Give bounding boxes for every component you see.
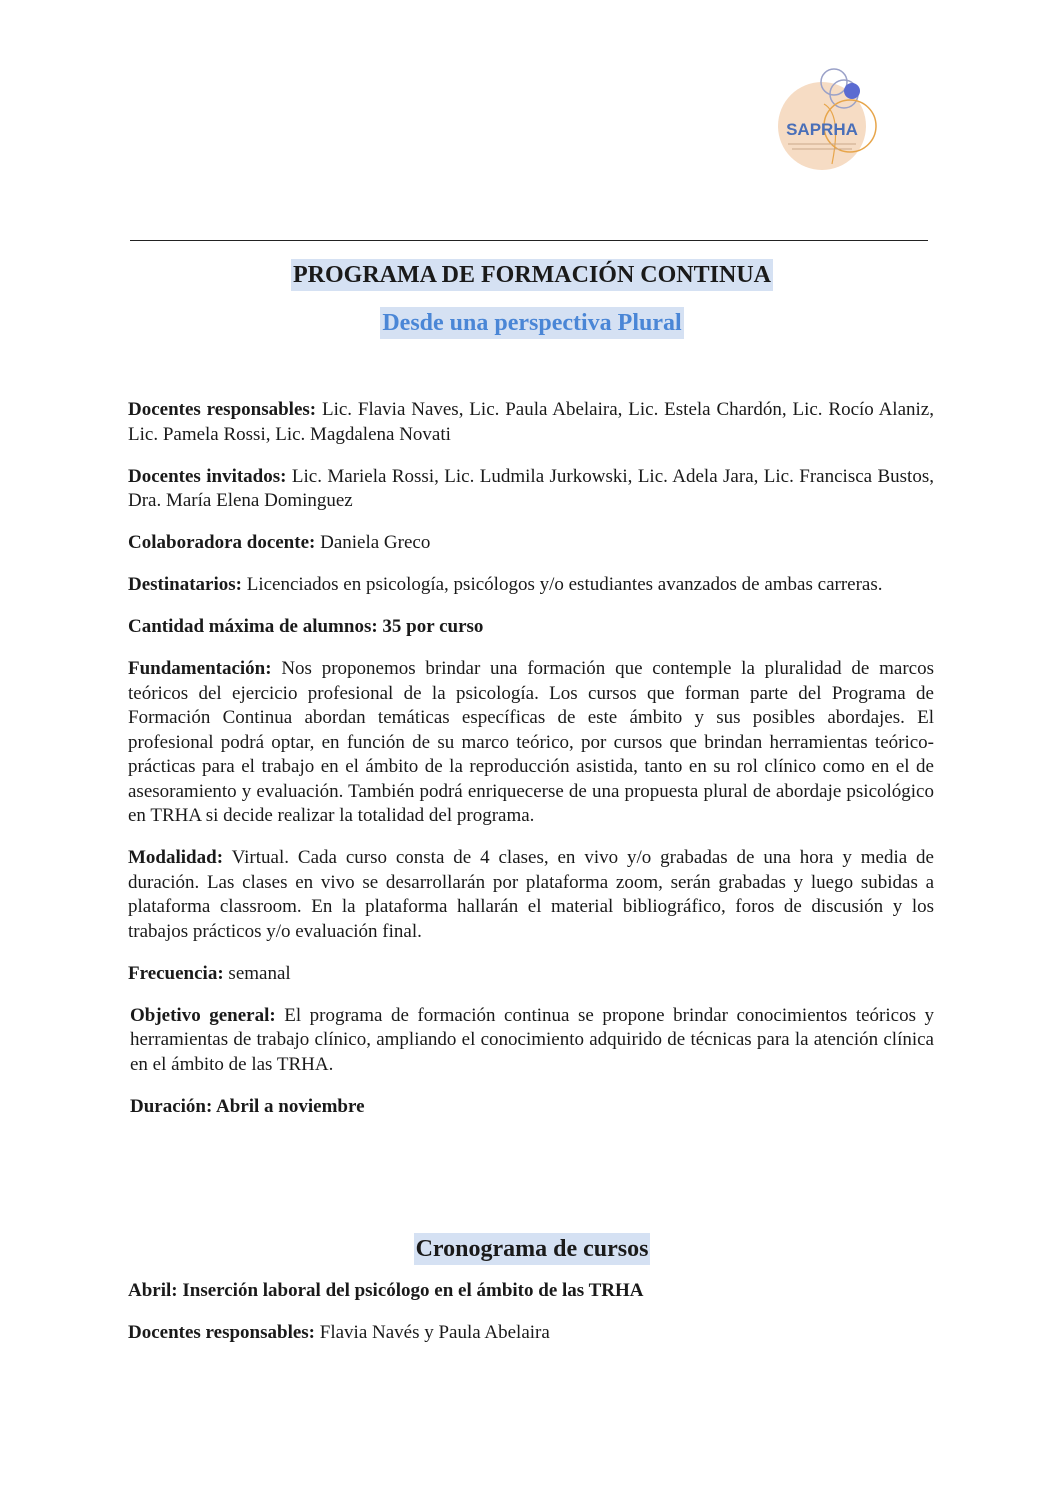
field-objetivo-general: Objetivo general: El programa de formación continua se propone brindar conocimientos teóricos y herramientas de trabajo clínico, ampliando el conocimiento adquirido de técnicas para la atención clínica en el ámbito de las TRHA. <box>130 1004 935 1075</box>
field-docentes-responsables: Docentes responsables: Lic. Flavia Naves, Lic. Paula Abelaira, Lic. Estela Chardón, Lic. Rocío Alaniz, Lic. Pamela Rossi, Lic. Magdalena Novati <box>128 399 934 445</box>
cronograma-heading: Cronograma de cursos <box>414 1233 651 1265</box>
field-fundamentacion: Fundamentación: Nos proponemos brindar una formación que contemple la pluralidad de marcos teóricos del ejercicio profesional de la psicología. Los cursos que forman parte del Programa de Formación Continua abordan temáticas específicas de este ámbito y sus posibles abordajes. El profesional podrá optar, en función de su marco teórico, por cursos que brindan herramientas teórico-prácticas para el trabajo en el ámbito de la reproducción asistida, tanto en su rol clínico como en el de asesoramiento y evaluación. También podrá enriquecerse de una propuesta plural de abordaje psicológico en TRHA si decide realizar la totalidad del programa. <box>128 658 934 826</box>
program-details <box>128 398 934 1137</box>
svg-text:SAPRHA: SAPRHA <box>786 120 858 139</box>
cronograma-item: Docentes responsables: Flavia Navés y Paula Abelaira <box>128 1322 550 1343</box>
field-frecuencia: Frecuencia: semanal <box>128 962 291 984</box>
field-destinatarios: Destinatarios: Licenciados en psicología, psicólogos y/o estudiantes avanzados de ambas carreras. <box>128 574 883 595</box>
cronograma-list <box>128 1279 934 1363</box>
field-docentes-invitados: Docentes invitados: Lic. Mariela Rossi, Lic. Ludmila Jurkowski, Lic. Adela Jara, Lic. Francisca Bustos, Dra. María Elena Dominguez <box>128 465 934 511</box>
saprha-logo <box>772 64 880 172</box>
field-cantidad-maxima: Cantidad máxima de alumnos: 35 por curso <box>128 616 484 637</box>
cronograma-item: Abril: Inserción laboral del psicólogo en el ámbito de las TRHA <box>128 1280 644 1301</box>
saprha-logo-icon <box>772 64 880 172</box>
header-divider <box>130 240 928 241</box>
document-subtitle: Desde una perspectiva Plural <box>380 307 683 339</box>
field-colaboradora: Colaboradora docente: Daniela Greco <box>128 532 431 553</box>
field-modalidad: Modalidad: Virtual. Cada curso consta de 4 clases, en vivo y/o grabadas de una hora y media de duración. Las clases en vivo se desarrollarán por plataforma zoom, serán grabadas y luego subidas a plataforma classroom. En la plataforma hallarán el material bibliográfico, foros de discusión y los trabajos prácticos y/o evaluación final. <box>128 847 934 942</box>
document-title: PROGRAMA DE FORMACIÓN CONTINUA <box>291 259 773 291</box>
field-duracion: Duración: Abril a noviembre <box>130 1095 365 1117</box>
